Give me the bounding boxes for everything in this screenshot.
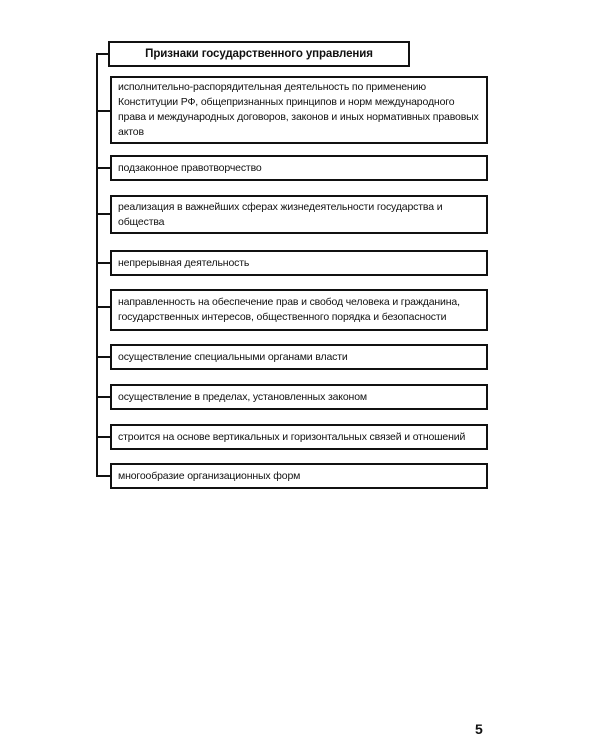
connector-item — [96, 436, 110, 438]
feature-text: реализация в важнейших сферах жизнедеятельности государства и общества — [118, 200, 443, 228]
feature-box — [110, 289, 488, 331]
feature-text: многообразие организационных форм — [118, 469, 301, 482]
feature-text: непрерывная деятельность — [118, 256, 250, 269]
feature-box — [110, 463, 488, 489]
feature-box — [110, 250, 488, 276]
page-number: 5 — [475, 721, 483, 737]
feature-box — [110, 384, 488, 410]
connector-item — [96, 306, 110, 308]
feature-text: подзаконное правотворчество — [118, 161, 262, 174]
connector-item — [96, 110, 110, 112]
feature-text: осуществление в пределах, установленных законом — [118, 390, 367, 403]
feature-box — [110, 155, 488, 181]
feature-text: направленность на обеспечение прав и свобод человека и гражданина, государственных интересов, общественного порядка и безопасности — [118, 296, 460, 323]
feature-box — [110, 76, 488, 144]
connector-item — [96, 475, 110, 477]
feature-text: строится на основе вертикальных и горизонтальных связей и отношений — [118, 430, 466, 443]
feature-text: осуществление специальными органами власти — [118, 350, 348, 363]
diagram-title-box — [108, 41, 410, 67]
connector-item — [96, 167, 110, 169]
connector-item — [96, 396, 110, 398]
diagram-title: Признаки государственного управления — [145, 48, 373, 60]
feature-box — [110, 195, 488, 234]
connector-item — [96, 213, 110, 215]
feature-text: исполнительно-распорядительная деятельность по применению Конституции РФ, общепризнанных принципов и норм международного права и международных договоров, законов и иных нормативных правовых актов — [118, 81, 479, 138]
feature-box — [110, 424, 488, 450]
connector-item — [96, 262, 110, 264]
feature-box — [110, 344, 488, 370]
connector-spine — [96, 53, 98, 476]
connector-item — [96, 356, 110, 358]
